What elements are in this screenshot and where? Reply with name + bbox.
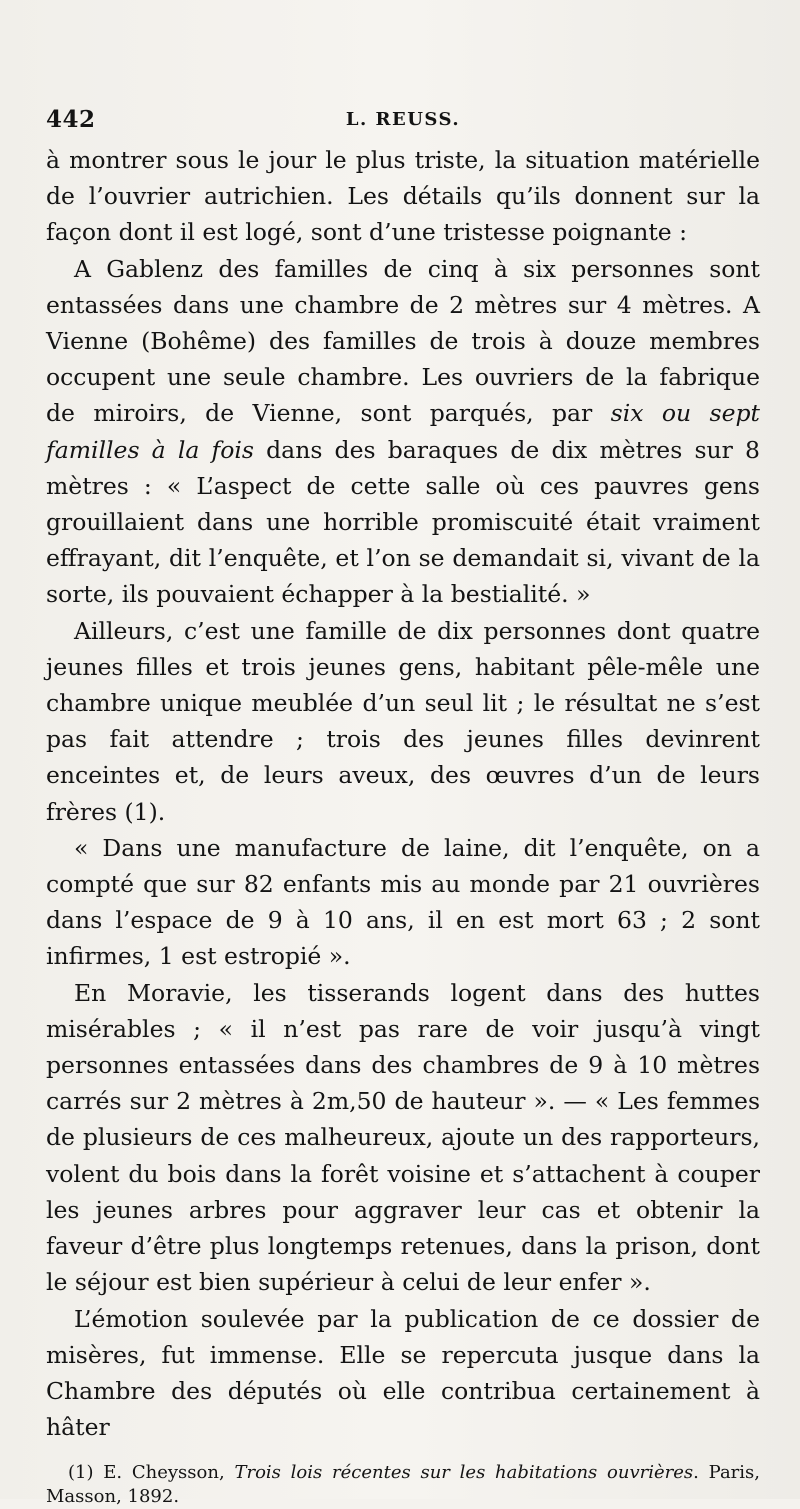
emphasis-text: six ou sept familles à la fois [46, 399, 760, 464]
footnote-text: (1) E. Cheysson, [68, 1462, 235, 1484]
footnote-text: . Paris, Masson, 1892. [46, 1462, 760, 1508]
footnote [46, 1461, 760, 1509]
paragraph-moravie: En Moravie, les tisserands logent dans des huttes misérables ; « il n’est pas rare de voir jusqu’à vingt personnes entassées dans des chambres de 9 à 10 mètres carrés sur 2 mètres à 2m,50 de hauteur ». — « Les femmes de plusieurs de ces malheureux, ajoute un des rapporteurs, volent du bois dans la forêt voisine et s’attachent à couper les jeunes arbres pour aggraver leur cas et obtenir la faveur d’être plus longtemps retenues, dans la prison, dont le séjour est bien supérieur à celui de leur enfer ». [46, 978, 760, 1297]
paragraph-manufacture: « Dans une manufacture de laine, dit l’enquête, on a compté que sur 82 enfants mis au monde par 21 ouvrières dans l’espace de 9 à 10 ans, il en est mort 63 ; 2 sont infirmes, 1 est estropié ». [46, 833, 760, 971]
paragraph-ailleurs: Ailleurs, c’est une famille de dix personnes dont quatre jeunes filles et trois jeunes gens, habitant pêle-mêle une chambre unique meublée d’un seul lit ; le résultat ne s’est pas fait attendre ; trois des jeunes filles devinrent enceintes et, de leurs aveux, des œuvres d’un de leurs frères (1). [46, 616, 760, 826]
paragraph-continuation: à montrer sous le jour le plus triste, la situation matérielle de l’ouvrier autrichien. Les détails qu’ils donnent sur la façon dont il est logé, sont d’une tristesse poignante : [46, 146, 760, 247]
page-number: 442 [46, 106, 96, 133]
paragraph-text: dans des baraques de dix mètres sur 8 mètres : « L’aspect de cette salle où ces pauvres gens grouillaient dans une horrible promiscuité était vraiment effrayant, dit l’enquête, et l’on se demandait si, vivant de la sorte, ils pouvaient échapper à la bestialité. » [46, 435, 760, 609]
running-head [46, 98, 760, 142]
paragraph-emotion: L’émotion soulevée par la publication de ce dossier de misères, fut immense. Elle se repercuta jusque dans la Chambre des députés où elle contribua certainement à hâter [46, 1304, 760, 1442]
paragraph-text: A Gablenz des familles de cinq à six personnes sont entassées dans une chambre de 2 mètres sur 4 mètres. A Vienne (Bohême) des familles de trois à douze membres occupent une seule chambre. Les ouvriers de la fabrique de miroirs, de Vienne, sont parqués, par [46, 254, 760, 428]
footnote-title: Trois lois récentes sur les habitations ouvrières [234, 1462, 694, 1484]
body-text [46, 142, 760, 1445]
paragraph-gablenz [46, 251, 760, 613]
running-title: L. REUSS. [345, 109, 461, 130]
